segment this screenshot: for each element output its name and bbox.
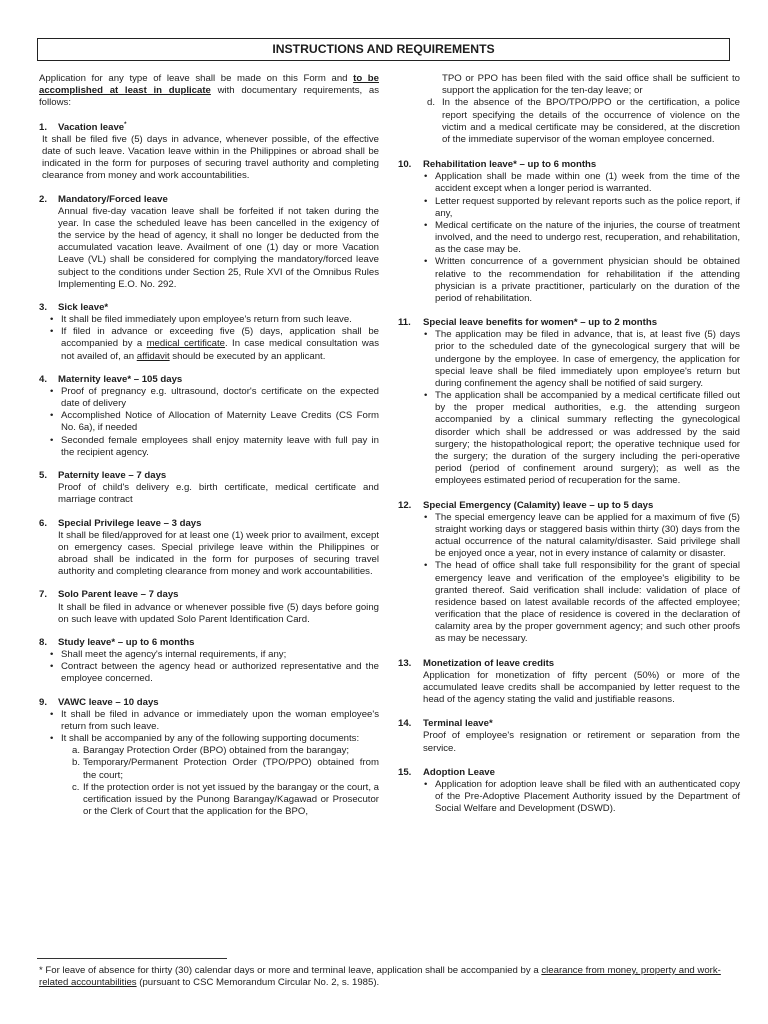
list-item: • Letter request supported by relevant reports such as the police report, if any,: [435, 196, 740, 220]
list-item: • Contract between the agency head or authorized representative and the employee concerned.: [61, 661, 379, 685]
section-heading: 10. Rehabilitation leave* – up to 6 months: [398, 159, 597, 171]
footnote-divider: [37, 958, 227, 959]
bullet-list: [39, 649, 379, 686]
bullet-list: [398, 329, 740, 487]
page-title: INSTRUCTIONS AND REQUIREMENTS: [37, 38, 730, 61]
section-body: Application for monetization of fifty percent (50%) or more of the accumulated leave credits shall be accompanied by letter request to the head of the agency stating the valid and justifiable reasons.: [423, 669, 740, 706]
section-heading: 6. Special Privilege leave – 3 days: [39, 517, 202, 529]
list-item: • The application may be filed in advance, that is, at least five (5) days prior to the scheduled date of the gynecological surgery that will be undergone by the employee. In case of emergency, the application for special leave shall be filed immediately upon employee's return but during confinement the agency shall be notified of said surgery.: [435, 329, 740, 390]
section-heading: 15. Adoption Leave: [398, 766, 495, 778]
section-heading: 3. Sick leave*: [39, 301, 109, 313]
list-item: • It shall be accompanied by any of the following supporting documents: a. Barangay Protection Order (BPO) obtained from the barangay; b. Temporary/Permanent Protection Order (TPO/PPO) obtained from the court;: [61, 733, 379, 782]
list-item: • Application shall be made within one (1) week from the time of the accident except when a longer period is warranted.: [435, 171, 740, 195]
bullet-list: [398, 779, 740, 816]
left-column: [39, 73, 379, 818]
lettered-item-c-continued: TPO or PPO has been filed with the said office shall be sufficient to support the application for the ten-day leave; or: [442, 73, 740, 97]
intro-paragraph: Application for any type of leave shall be made on this Form and to be accomplished at least in duplicate with documentary requirements, as follows:: [39, 73, 379, 109]
section-heading: 9. VAWC leave – 10 days: [39, 696, 159, 708]
section-heading: 7. Solo Parent leave – 7 days: [39, 589, 179, 601]
section-body: It shall be filed in advance or whenever possible five (5) days before going on such leave with updated Solo Parent Identification Card.: [58, 601, 379, 625]
section-heading: 8. Study leave* – up to 6 months: [39, 636, 195, 648]
section-special-leave-women: [398, 317, 740, 487]
list-item: • The head of office shall take full responsibility for the grant of special emergency leave and verification of the employee's eligibility to be granted thereof. Said verification shall include: validation of place of residence based on latest available records of the affected employee; verification that the place of residence is covered in the declaration of calamity area by the proper government agency; and such other proofs as may be necessary.: [435, 560, 740, 645]
section-terminal-leave: [398, 718, 740, 755]
section-adoption-leave: [398, 767, 740, 816]
list-item: • Accomplished Notice of Allocation of Maternity Leave Credits (CS Form No. 6a), if needed: [61, 410, 379, 434]
section-special-privilege-leave: [39, 518, 379, 579]
list-item: • Application for adoption leave shall be filed with an authenticated copy of the Pre-Adoptive Placement Authority issued by the Department of Social Welfare and Development (DSWD).: [435, 779, 740, 816]
lettered-item-c: c. If the protection order is not yet issued by the barangay or the court, a certification issued by the Punong Barangay/Kagawad or Prosecutor or the Clerk of Court that the application for the BPO,: [72, 781, 379, 818]
lettered-list: [61, 745, 379, 782]
list-item: • The special emergency leave can be applied for a maximum of five (5) straight working days or staggered basis within thirty (30) days from the actual occurrence of the natural calamity/disaster. Said privilege shall be enjoyed once a year, not in every instance of calamity or disaster.: [435, 512, 740, 561]
section-sick-leave: [39, 302, 379, 363]
list-item: • Written concurrence of a government physician should be obtained relative to the recommendation for rehabilitation if the attending physician is a private practitioner, particularly on the duration of the period of rehabilitation.: [435, 256, 740, 305]
list-item: • If filed in advance or exceeding five (5) days, application shall be accompanied by a medical certificate. In case medical consultation was not availed of, an affidavit should be executed by an applicant.: [61, 326, 379, 363]
section-rehabilitation-leave: [398, 159, 740, 305]
section-heading: 1. Vacation leave*: [39, 121, 127, 133]
list-item: • Proof of pregnancy e.g. ultrasound, doctor's certificate on the expected date of delivery: [61, 386, 379, 410]
intro-underlined: to be accomplished at least in duplicate: [39, 73, 379, 97]
section-heading: 11. Special leave benefits for women* – up to 2 months: [398, 317, 658, 329]
section-maternity-leave: [39, 374, 379, 459]
footnote: * For leave of absence for thirty (30) calendar days or more and terminal leave, application shall be accompanied by a clearance from money, property and work-related accountabilities (pursuant to CSC Memorandum Circular No. 2, s. 1985).: [39, 965, 721, 989]
list-item: • Seconded female employees shall enjoy maternity leave with full pay in the recipient agency.: [61, 435, 379, 459]
bullet-list: [398, 512, 740, 646]
bullet-list: [398, 171, 740, 305]
section-paternity-leave: [39, 470, 379, 507]
list-item: • It shall be filed immediately upon employee's return from such leave.: [61, 314, 379, 326]
section-heading: 12. Special Emergency (Calamity) leave – up to 5 days: [398, 499, 654, 511]
section-solo-parent-leave: [39, 589, 379, 626]
section-monetization: [398, 658, 740, 707]
section-heading: 14. Terminal leave*: [398, 718, 493, 730]
section-body: Annual five-day vacation leave shall be forfeited if not taken during the year. In case the scheduled leave has been cancelled in the exigency of the service by the head of agency, it shall no longer be deducted from the accumulated vacation leave. Availment of one (1) day or more Vacation Leave (VL) shall be considered for complying the mandatory/forced leave subject to the conditions under Section 25, Rule XVI of the Omnibus Rules Implementing E.O. No. 292.: [58, 205, 379, 290]
section-body: It shall be filed/approved for at least one (1) week prior to availment, except on emergency cases. Special privilege leave within the Philippines or abroad shall be indicated in the form for purposes of securing travel authority and completing clearance from money and work accountabilities.: [58, 529, 379, 578]
lettered-item-d: d. In the absence of the BPO/TPO/PPO or the certification, a police report specifying the details of the occurrence of violence on the victim and a medical certificate may be considered, at the discretion of the immediate supervisor of the woman employee concerned.: [427, 97, 740, 145]
section-mandatory-leave: [39, 194, 379, 291]
list-item: b. Temporary/Permanent Protection Order (TPO/PPO) obtained from the court;: [72, 757, 379, 781]
bullet-list: [39, 709, 379, 782]
list-item: a. Barangay Protection Order (BPO) obtained from the barangay;: [72, 745, 350, 757]
section-body: It shall be filed five (5) days in advance, whenever possible, of the effective date of such leave. Vacation leave within in the Philippines or abroad shall be indicated in the form for purposes of securing travel authority and completing clearance from money and work accountabilities.: [42, 133, 379, 182]
list-item: • Shall meet the agency's internal requirements, if any;: [61, 649, 379, 661]
section-vawc-leave: [39, 697, 379, 819]
bullet-list: [39, 386, 379, 459]
section-special-emergency-leave: [398, 500, 740, 646]
section-heading: 5. Paternity leave – 7 days: [39, 470, 167, 481]
section-body: Proof of employee's resignation or retirement or separation from the service.: [423, 730, 740, 754]
section-heading: 4. Maternity leave* – 105 days: [39, 373, 183, 385]
bullet-list: [39, 314, 379, 363]
section-study-leave: [39, 637, 379, 686]
section-heading: 2. Mandatory/Forced leave: [39, 193, 168, 205]
list-item: • The application shall be accompanied by a medical certificate filled out by the proper medical authorities, e.g. the attending surgeon accompanied by a clinical summary reflecting the gynecological disorder which shall be addressed or was addressed by the said surgery; the histopathological report; the operative technique used for the surgery; the duration of the surgery including the peri-operative period (period of confinement around surgery); as well as the employees estimated period of recuperation for the same.: [435, 390, 740, 487]
section-heading: 13. Monetization of leave credits: [398, 657, 555, 669]
section-body: Proof of child's delivery e.g. birth certificate, medical certificate and marriage contract: [58, 482, 379, 506]
right-column: [398, 73, 740, 815]
list-item: • It shall be filed in advance or immediately upon the woman employee's return from such leave.: [61, 709, 379, 733]
list-item: • Medical certificate on the nature of the injuries, the course of treatment involved, and the need to undergo rest, recuperation, and rehabilitation, as the case may be.: [435, 220, 740, 257]
section-vacation-leave: [39, 122, 379, 183]
